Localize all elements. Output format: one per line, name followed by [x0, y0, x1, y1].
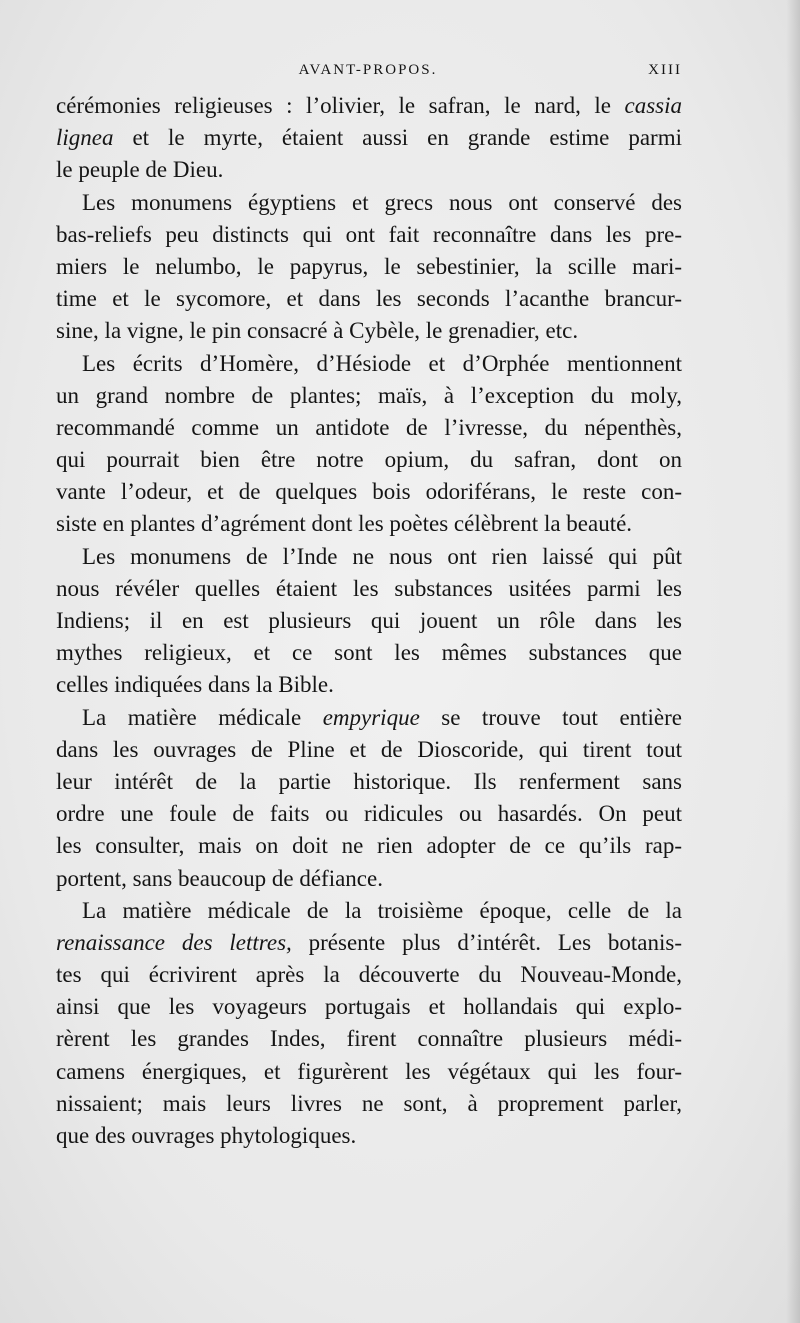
running-title: AVANT-PROPOS. — [298, 62, 438, 78]
text-line: mythes religieux, et ce sont les mêmes substances que — [56, 640, 682, 666]
text-line: rèrent les grandes Indes, firent connaître plusieurs médi- — [56, 1026, 682, 1052]
text-line: ainsi que les voyageurs portugais et hollandais qui explo- — [56, 994, 682, 1020]
text-line: time et le sycomore, et dans les seconds l’acanthe brancur- — [56, 286, 682, 312]
text-line: nissaient; mais leurs livres ne sont, à proprement parler, — [56, 1090, 682, 1116]
text-line: Les écrits d’Homère, d’Hésiode et d’Orphée mentionnent — [82, 350, 682, 376]
text-line: renaissance des lettres, présente plus d’intérêt. Les botanis- — [56, 929, 682, 955]
page-edge-shadow — [786, 0, 800, 1323]
text-line: ordre une foule de faits ou ridicules ou hasardés. On peut — [56, 801, 682, 827]
text-line: nous révéler quelles étaient les substances usitées parmi les — [56, 575, 682, 601]
text-line: lignea et le myrte, étaient aussi en grande estime parmi — [56, 125, 682, 151]
body-text — [56, 90, 682, 1152]
text-line: celles indiquées dans la Bible. — [56, 672, 334, 698]
text-line: vante l’odeur, et de quelques bois odoriférans, le reste con- — [56, 479, 682, 505]
text-line: recommandé comme un antidote de l’ivresse, du népenthès, — [56, 414, 682, 440]
text-line: que des ouvrages phytologiques. — [56, 1123, 357, 1148]
text-line: les consulter, mais on doit ne rien adopter de ce qu’ils rap- — [56, 833, 682, 859]
text-line: leur intérêt de la partie historique. Ils renferment sans — [56, 768, 682, 794]
text-line: bas-reliefs peu distincts qui ont fait reconnaître dans les pre- — [56, 221, 682, 247]
text-line: qui pourrait bien être notre opium, du safran, dont on — [56, 447, 682, 473]
text-line: siste en plantes d’agrément dont les poètes célèbrent la beauté. — [56, 511, 633, 537]
text-line: portent, sans beaucoup de défiance. — [56, 865, 383, 891]
text-line: Indiens; il en est plusieurs qui jouent un rôle dans les — [56, 608, 682, 633]
text-line: tes qui écrivirent après la découverte du Nouveau-Monde, — [56, 962, 682, 988]
text-line: un grand nombre de plantes; maïs, à l’exception du moly, — [56, 382, 682, 408]
page-number: XIII — [648, 62, 682, 78]
text-line: camens énergiques, et figurèrent les végétaux qui les four- — [56, 1058, 682, 1084]
text-line: miers le nelumbo, le papyrus, le sebestinier, la scille mari- — [56, 253, 682, 279]
text-line: dans les ouvrages de Pline et de Dioscoride, qui tirent tout — [56, 736, 682, 762]
text-line: Les monumens égyptiens et grecs nous ont conservé des — [82, 189, 682, 215]
text-line: sine, la vigne, le pin consacré à Cybèle, le grenadier, etc. — [56, 318, 579, 344]
page-header — [54, 60, 682, 86]
text-line: La matière médicale empyrique se trouve tout entière — [82, 704, 682, 730]
text-line: le peuple de Dieu. — [56, 157, 224, 183]
text-line: Les monumens de l’Inde ne nous ont rien laissé qui pût — [82, 543, 682, 569]
text-line: cérémonies religieuses : l’olivier, le safran, le nard, le cassia — [56, 93, 682, 118]
text-line: La matière médicale de la troisième époque, celle de la — [82, 897, 682, 923]
